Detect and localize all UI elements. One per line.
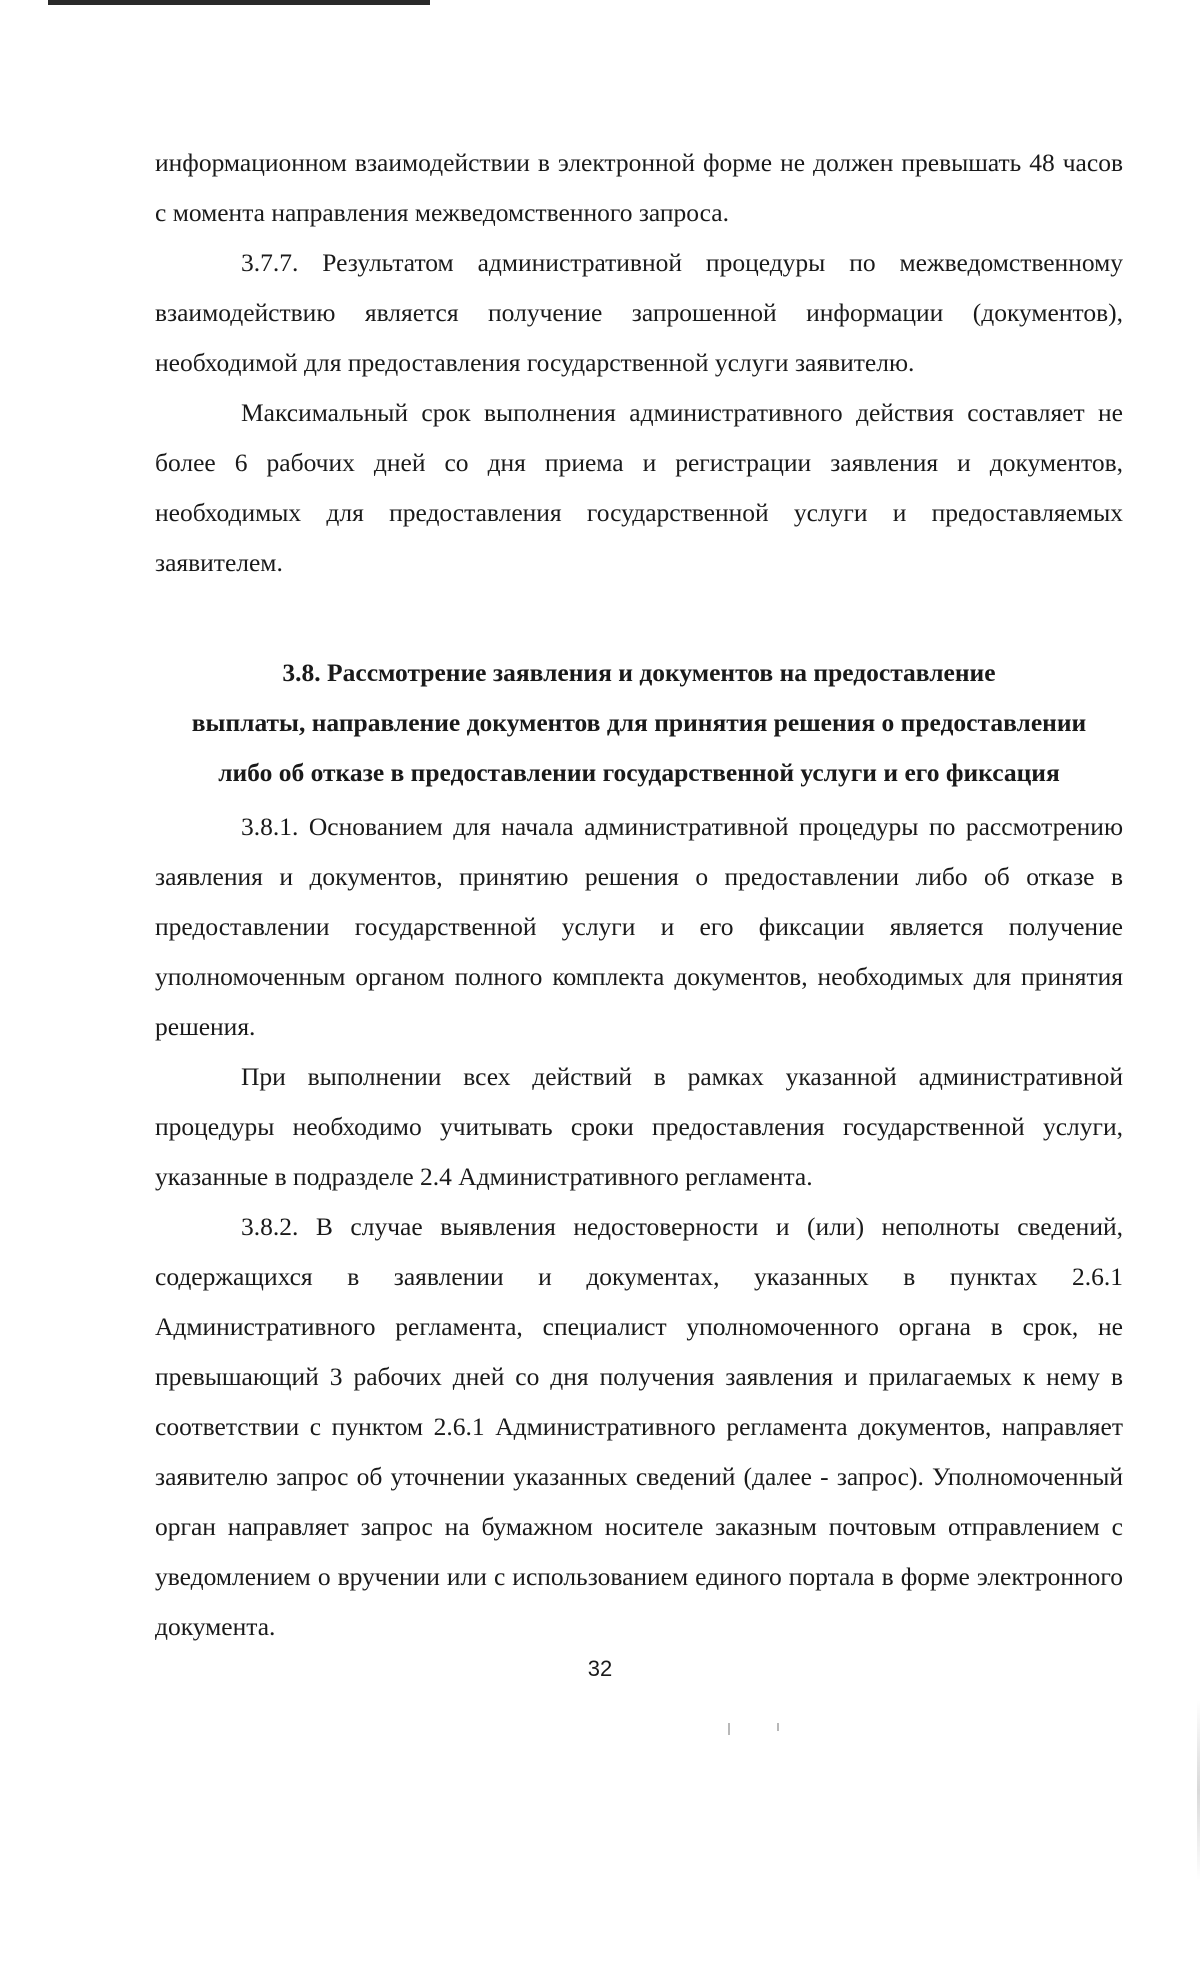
paragraph-deadlines: При выполнении всех действий в рамках указанной административной процедуры необходимо учитывать сроки предоставления государственной услуги, указанные в подразделе 2.4 Административного регламента. [155, 1062, 1123, 1191]
paragraph-3-8-2: 3.8.2. В случае выявления недостоверности и (или) неполноты сведений, содержащихся в заявлении и документах, указанных в пунктах 2.6.1 Административного регламента, специалист уполномоченного органа в срок, не превышающий 3 рабочих дней со дня получения заявления и прилагаемых к нему в соответствии с пунктом 2.6.1 Административного регламента документов, направляет заявителю запрос об уточнении указанных сведений (далее - запрос). Уполномоченный орган направляет запрос на бумажном носителе заказным почтовым отправлением с уведомлением о вручении или с использованием единого портала в форме электронного документа. [155, 1212, 1123, 1641]
scan-edge-mark [48, 0, 430, 5]
scan-speck [728, 1723, 730, 1735]
section-heading-line-2: выплаты, направление документов для принятия решения о предоставлении [191, 708, 1087, 737]
scan-speck [777, 1723, 779, 1731]
paragraph-3-8-1: 3.8.1. Основанием для начала административной процедуры по рассмотрению заявления и документов, принятию решения о предоставлении либо об отказе в предоставлении государственной услуги и его фиксации является получение уполномоченным органом полного комплекта документов, необходимых для принятия решения. [155, 812, 1123, 1041]
paragraph-3-7-7: 3.7.7. Результатом административной процедуры по межведомственному взаимодействию является получение запрошенной информации (документов), необходимой для предоставления государственной услуги заявителю. [155, 248, 1123, 377]
document-page [155, 138, 1123, 1652]
paragraph-max-term: Максимальный срок выполнения административного действия составляет не более 6 рабочих дней со дня приема и регистрации заявления и документов, необходимых для предоставления государственной услуги и предоставляемых заявителем. [155, 398, 1123, 577]
paragraph-continuation: информационном взаимодействии в электронной форме не должен превышать 48 часов с момента направления межведомственного запроса. [155, 148, 1123, 227]
section-heading-line-1: 3.8. Рассмотрение заявления и документов на предоставление [282, 658, 996, 687]
section-heading-3-8 [155, 648, 1123, 798]
section-heading-line-3: либо об отказе в предоставлении государственной услуги и его фиксация [218, 758, 1060, 787]
page-number: 32 [587, 1656, 613, 1681]
